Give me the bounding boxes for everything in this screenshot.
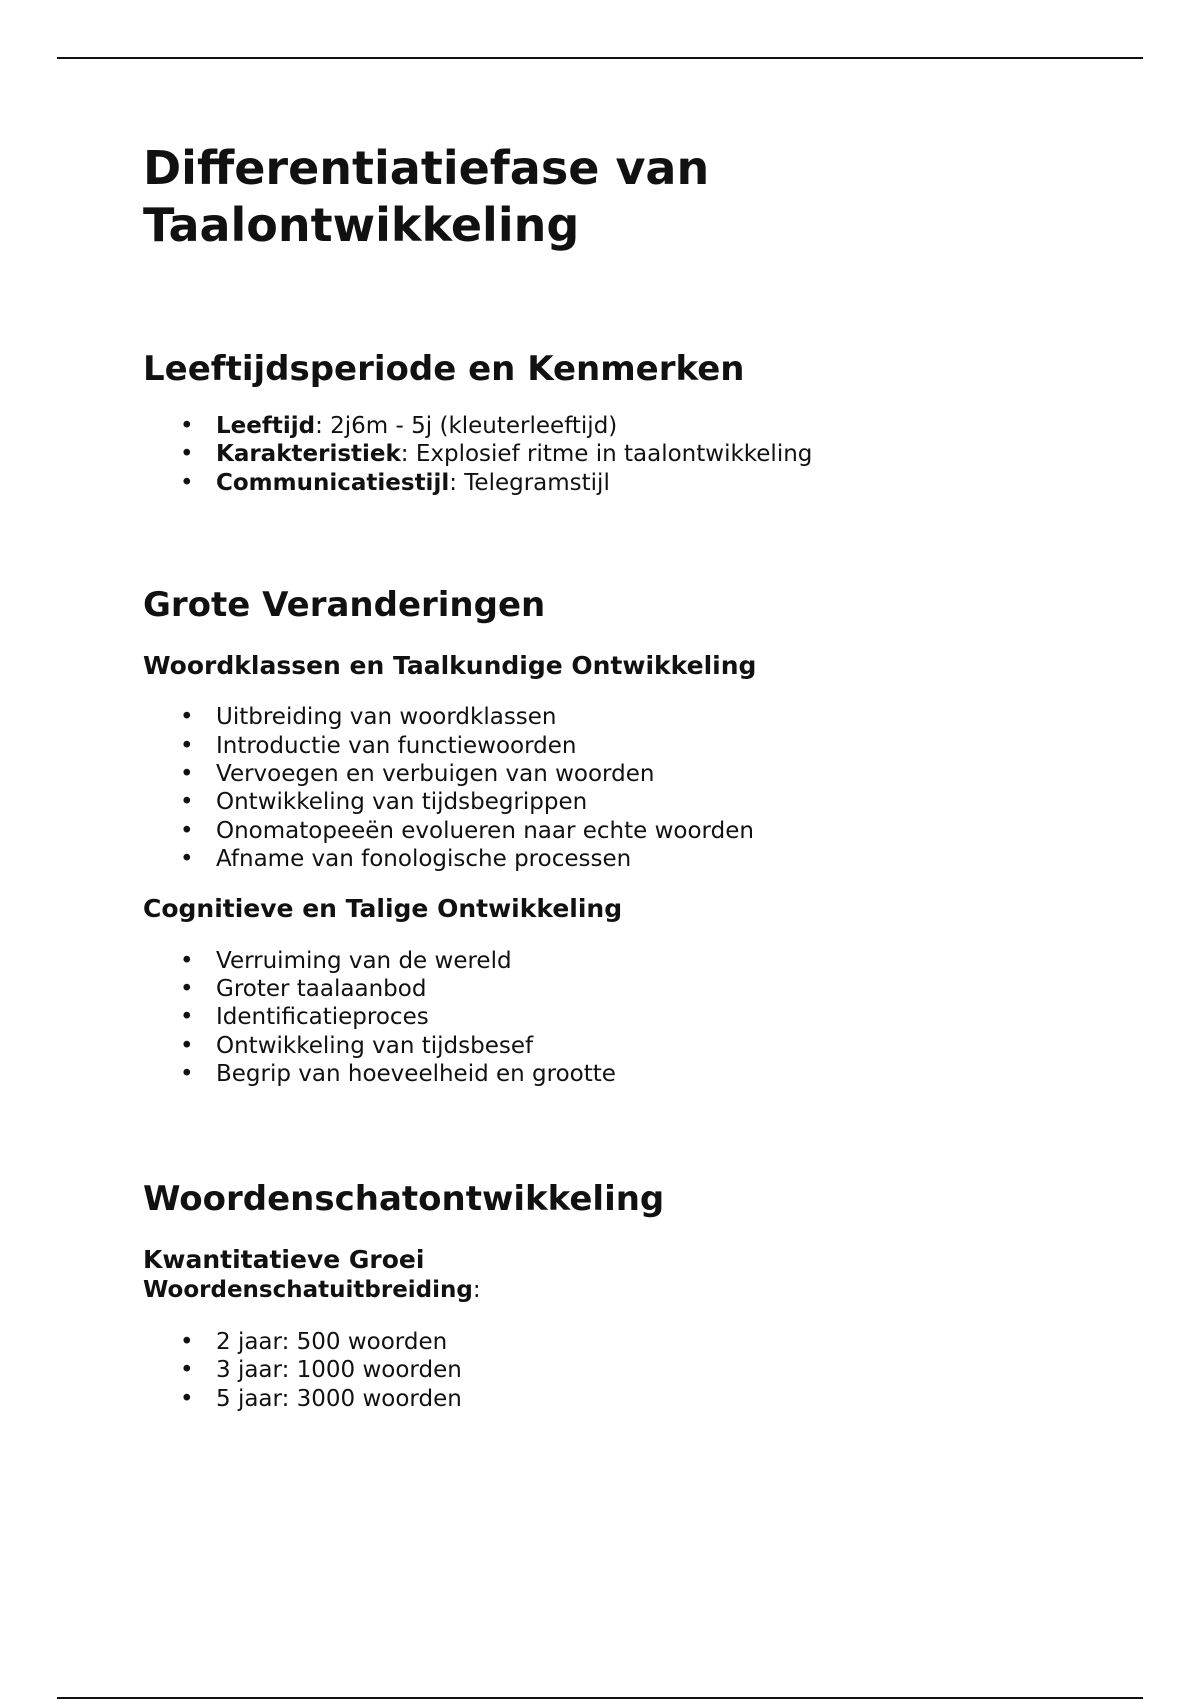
subheading-cognitief: Cognitieve en Talige Ontwikkeling <box>143 893 623 923</box>
list-item <box>216 412 1103 440</box>
list-item: • Onomatopeeën evolueren naar echte woorden <box>216 817 1103 845</box>
item-value: : Telegramstijl <box>449 469 610 496</box>
list-item: • 2 jaar: 500 woorden <box>216 1328 1103 1356</box>
item-label: Karakteristiek <box>216 441 401 468</box>
woordenschatuitbreiding-lead <box>143 1276 1103 1304</box>
bottom-divider <box>57 1697 1143 1699</box>
list-item <box>216 469 1103 497</box>
item-value: : 2j6m - 5j (kleuterleeftijd) <box>315 413 618 439</box>
list-item: • Afname van fonologische processen <box>216 845 1103 873</box>
list-item: • Introductie van functiewoorden <box>216 732 1103 760</box>
item-label: Leeftijd <box>216 413 316 439</box>
list-item: • Identificatieproces <box>216 1003 1103 1031</box>
list-item: • Verruiming van de wereld <box>216 947 1103 975</box>
list-item: • 3 jaar: 1000 woorden <box>216 1356 1103 1384</box>
list-item <box>216 440 1103 468</box>
page-title <box>143 140 1103 254</box>
page-title-line-2: Taalontwikkeling <box>143 198 580 252</box>
subheading-kwantitatief: Kwantitatieve Groei <box>143 1244 425 1274</box>
page-title-line-1: Differentiatiefase van <box>143 141 710 195</box>
cognitief-list <box>143 947 1103 1089</box>
subheading-woordklassen: Woordklassen en Taalkundige Ontwikkeling <box>143 651 757 681</box>
top-divider <box>57 57 1143 59</box>
section-heading-leeftijd: Leeftijdsperiode en Kenmerken <box>143 349 745 389</box>
woordenschat-list <box>143 1328 1103 1413</box>
list-item: • Ontwikkeling van tijdsbegrippen <box>216 788 1103 816</box>
woordklassen-list <box>143 703 1103 873</box>
list-item: • Ontwikkeling van tijdsbesef <box>216 1032 1103 1060</box>
list-item: • Begrip van hoeveelheid en grootte <box>216 1060 1103 1088</box>
section-heading-woordenschat: Woordenschatontwikkeling <box>143 1178 665 1219</box>
kenmerken-list <box>143 412 1103 497</box>
section-heading-grote-veranderingen: Grote Veranderingen <box>143 585 546 626</box>
item-label: Communicatiestijl <box>216 469 450 496</box>
list-item: • Uitbreiding van woordklassen <box>216 703 1103 731</box>
document-body <box>143 140 1103 1413</box>
lead-suffix: : <box>472 1276 481 1303</box>
list-item: • Groter taalaanbod <box>216 975 1103 1003</box>
lead-label: Woordenschatuitbreiding <box>143 1276 473 1303</box>
list-item: • 5 jaar: 3000 woorden <box>216 1385 1103 1413</box>
list-item: • Vervoegen en verbuigen van woorden <box>216 760 1103 788</box>
item-value: : Explosief ritme in taalontwikkeling <box>400 441 813 468</box>
